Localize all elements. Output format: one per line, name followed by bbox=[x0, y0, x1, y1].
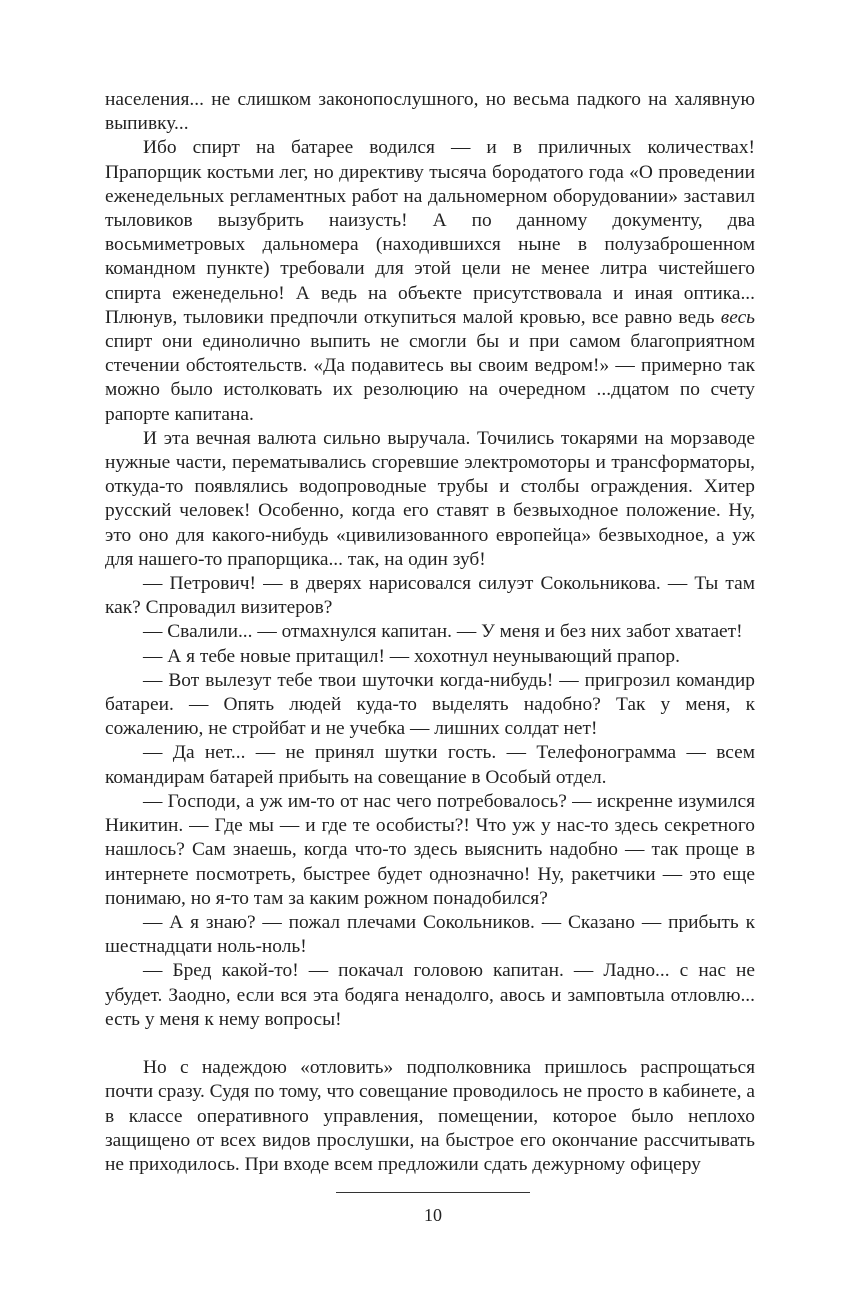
paragraph: И эта вечная валюта сильно выручала. Точились токарями на морзаводе нужные части, перематывались сгоревшие электромоторы и трансформаторы, откуда-то появлялись водопроводные трубы и столбы ограждения. Хитер русский человек! Особенно, когда его ставят в безвыходное положение. Ну, это оно для какого-нибудь «цивилизованного европейца» безвыходное, а уж для нашего-то прапорщика... так, на один зуб! bbox=[105, 427, 755, 570]
dialogue-line: — А я знаю? — пожал плечами Сокольников. — Сказано — прибыть к шестнадцати ноль-ноль! bbox=[105, 911, 755, 958]
paragraph-text: Ибо спирт на батарее водился — и в приличных количествах! Прапорщик костьми лег, но директиву тысяча бородатого года «О проведении еженедельных регламентных работ на дальномерном оборудовании» заставил тыловиков вызубрить наизусть! А по данному документу, два восьмиметровых дальномера (находившихся ныне в полузаброшенном командном пункте) требовали для этой цели не менее литра чистейшего спирта еженедельно! А ведь на объекте присутствовала и иная оптика... Плюнув, тыловики предпочли откупиться малой кровью, все равно ведь bbox=[105, 137, 755, 328]
footer-rule bbox=[336, 1192, 530, 1193]
dialogue-line: — Петрович! — в дверях нарисовался силуэт Сокольникова. — Ты там как? Спровадил визитеров? bbox=[105, 573, 755, 619]
paragraph-text: спирт они единолично выпить не смогли бы и при самом благоприятном стечении обстоятельств. «Да подавитесь вы своим ведром!» — примерно так можно было истолковать их резолюцию на очередном ...дцатом по счету рапорте капитана. bbox=[105, 331, 755, 425]
dialogue-line: — Свалили... — отмахнулся капитан. — У меня и без них забот хватает! bbox=[143, 621, 743, 643]
paragraph: населения... не слишком законопослушного, но весьма падкого на халявную выпивку... bbox=[105, 89, 755, 135]
dialogue-line: — Да нет... — не принял шутки гость. — Телефонограмма — всем командирам батарей прибыть на совещание в Особый отдел. bbox=[105, 742, 755, 788]
dialogue-line: — Бред какой-то! — покачал головою капитан. — Ладно... с нас не убудет. Заодно, если вся эта бодяга ненадолго, авось и замповтыла отловлю... есть у меня к нему вопросы! bbox=[105, 960, 755, 1030]
body-text bbox=[105, 88, 755, 1177]
paragraph: Но с надеждою «отловить» подполковника пришлось распрощаться почти сразу. Судя по тому, что совещание проводилось не просто в кабинете, а в классе оперативного управления, помещении, которое было неплохо защищено от всех видов прослушки, на быстрое его окончание рассчитывать не приходилось. При входе всем предложили сдать дежурному офицеру bbox=[105, 1057, 755, 1175]
emphasis: весь bbox=[720, 306, 755, 328]
dialogue-line: — Вот вылезут тебе твои шуточки когда-нибудь! — пригрозил командир батареи. — Опять людей куда-то выделять надобно? Так у меня, к сожалению, не стройбат и не учебка — лишних солдат нет! bbox=[105, 669, 755, 740]
paragraph bbox=[105, 136, 755, 426]
page-number: 10 bbox=[424, 1205, 442, 1225]
dialogue-line: — А я тебе новые притащил! — хохотнул неунывающий прапор. bbox=[143, 645, 680, 667]
dialogue-line: — Господи, а уж им-то от нас чего потребовалось? — искренне изумился Никитин. — Где мы — и где те особисты?! Что уж у нас-то здесь секретного нашлось? Сам знаешь, когда что-то здесь выяснить надобно — так проще в интернете посмотреть, быстрее будет однозначно! Ну, ракетчики — это еще понимаю, но я-то там за каким рожном понадобился? bbox=[105, 790, 755, 909]
